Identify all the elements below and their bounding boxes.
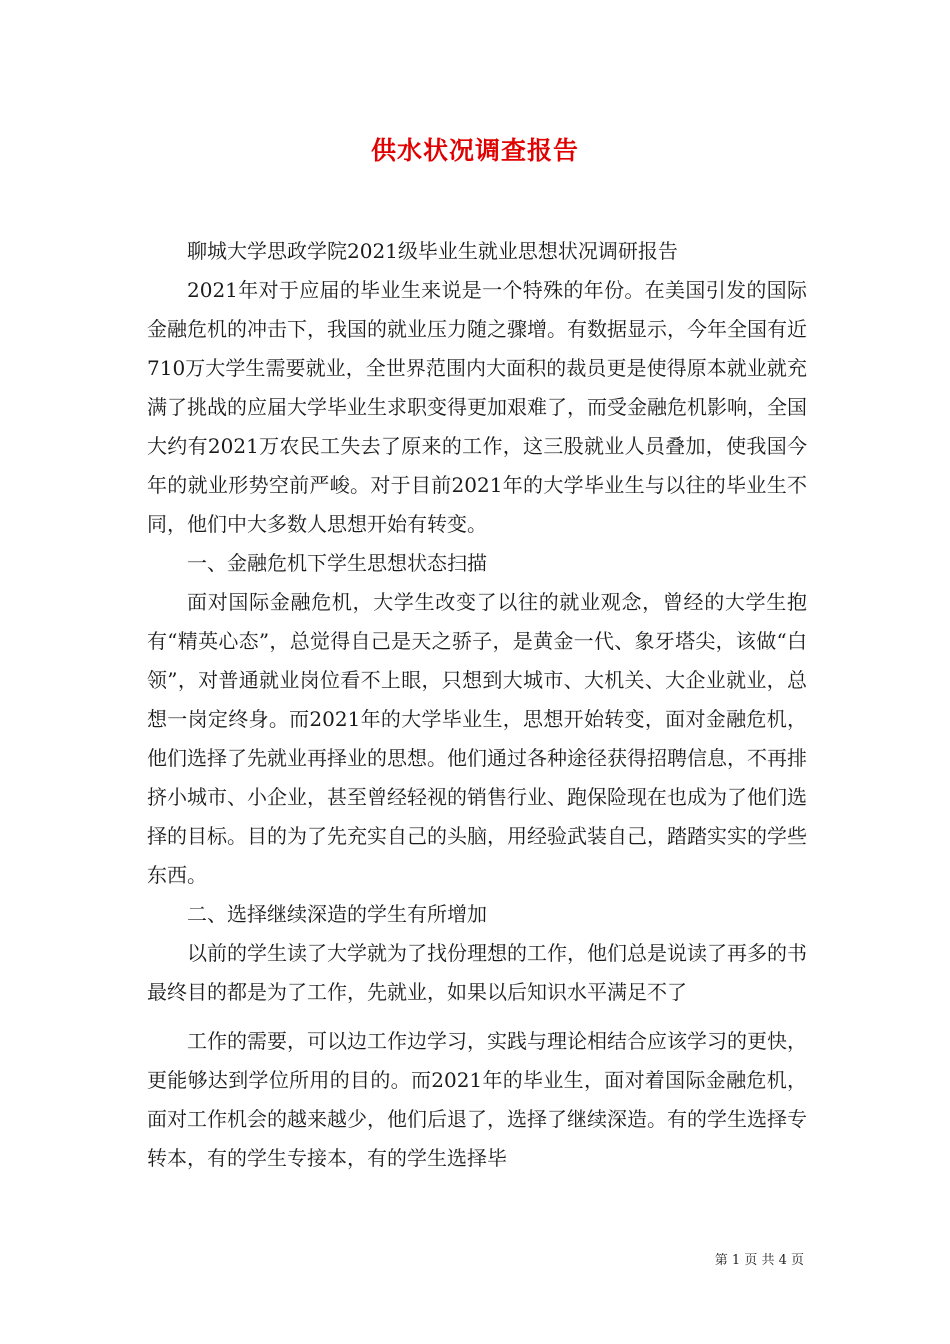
- paragraph-section-2a: 以前的学生读了大学就为了找份理想的工作，他们总是说读了再多的书最终目的都是为了工作，先就业，如果以后知识水平满足不了: [147, 941, 807, 1004]
- paragraph-section-1: 面对国际金融危机，大学生改变了以往的就业观念，曾经的大学生抱有“精英心态”，总觉得自己是天之骄子，是黄金一代、象牙塔尖，该做“白领”，对普通就业岗位看不上眼，只想到大城市、大机关、大企业就业，总想一岗定终身。而2021年的大学毕业生，思想开始转变，面对金融危机，他们选择了先就业再择业的思想。他们通过各种途径获得招聘信息，不再排挤小城市、小企业，甚至曾经轻视的销售行业、跑保险现在也成为了他们选择的目标。目的为了先充实自己的头脑，用经验武装自己，踏踏实实的学些东西。: [147, 590, 807, 887]
- document-title: 供水状况调查报告: [370, 136, 579, 165]
- page-number-footer: 第 1 页 共 4 页: [714, 1253, 804, 1268]
- paragraph-intro: 2021年对于应届的毕业生来说是一个特殊的年份。在美国引发的国际金融危机的冲击下，我国的就业压力随之骤增。有数据显示，今年全国有近710万大学生需要就业，全世界范围内大面积的裁员更是使得原本就业就充满了挑战的应届大学毕业生求职变得更加艰难了，而受金融危机影响，全国大约有2021万农民工失去了原来的工作，这三股就业人员叠加，使我国今年的就业形势空前严峻。对于目前2021年的大学毕业生与以往的毕业生不同，他们中大多数人思想开始有转变。: [147, 278, 807, 536]
- document-subtitle: 聊城大学思政学院2021级毕业生就业思想状况调研报告: [187, 239, 678, 263]
- paragraph-section-2b: 工作的需要，可以边工作边学习，实践与理论相结合应该学习的更快，更能够达到学位所用的目的。而2021年的毕业生，面对着国际金融危机，面对工作机会的越来越少，他们后退了，选择了继续深造。有的学生选择专转本，有的学生专接本，有的学生选择毕: [147, 1029, 807, 1170]
- section-heading-1: 一、金融危机下学生思想状态扫描: [187, 551, 487, 575]
- document-body: [147, 232, 807, 1178]
- section-heading-2: 二、选择继续深造的学生有所增加: [187, 902, 487, 926]
